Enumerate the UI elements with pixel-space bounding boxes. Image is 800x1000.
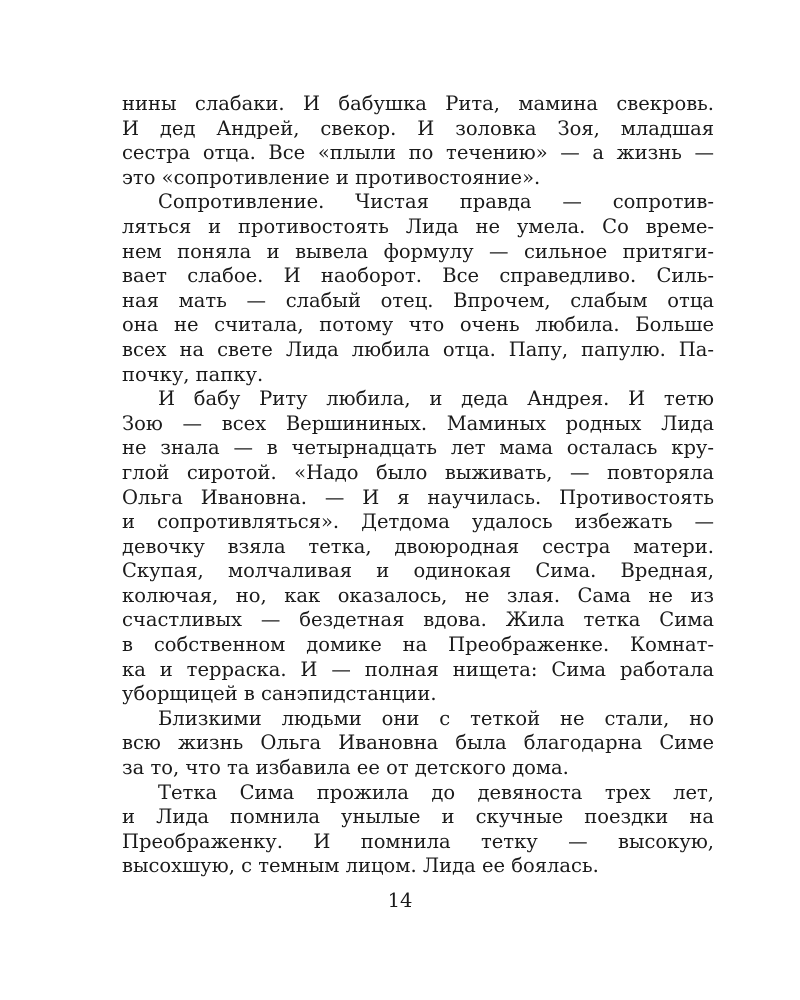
text-line: глой сиротой. «Надо было выживать, — повторяла [122,460,714,484]
text-line: нины слабаки. И бабушка Рита, мамина свекровь. [122,92,714,115]
text-line: девочку взяла тетка, двоюродная сестра матери. [122,534,714,558]
text-line: счастливых — бездетная вдова. Жила тетка Сима [122,608,714,632]
text-line: и сопротивляться». Детдома удалось избежать — [122,510,714,534]
text-line: уборщицей в санэпидстанции. [122,682,437,706]
text-line: и Лида помнила унылые и скучные поездки на [122,805,714,829]
text-line: всю жизнь Ольга Ивановна была благодарна Симе [122,731,714,755]
text-line: сестра отца. Все «плыли по течению» — а жизнь — [122,141,714,165]
text-line: ка и терраска. И — полная нищета: Сима работала [122,657,714,681]
page-text [122,92,714,879]
text-line: всех на свете Лида любила отца. Папу, папулю. Па- [122,337,714,361]
text-line: почку, папку. [122,362,264,386]
text-line: И бабу Риту любила, и деда Андрея. И тетю [158,387,714,411]
text-line: Зою — всех Вершининых. Маминых родных Лида [122,411,714,435]
text-line: не знала — в четырнадцать лет мама осталась кру- [122,436,714,460]
text-line: вает слабое. И наоборот. Все справедливо. Силь- [122,264,714,288]
text-line: ная мать — слабый отец. Впрочем, слабым отца [122,288,714,312]
text-line: в собственном домике на Преображенке. Комнат- [122,633,714,657]
text-line: нем поняла и вывела формулу — сильное притяги- [122,239,714,263]
page-number: 14 [387,889,413,912]
text-line: Преображенку. И помнила тетку — высокую, [122,829,714,853]
text-line: ляться и противостоять Лида не умела. Со време- [122,214,714,238]
text-line: колючая, но, как оказалось, не злая. Сама не из [122,583,714,607]
text-line: Скупая, молчаливая и одинокая Сима. Вредная, [122,559,714,583]
text-line: Тетка Сима прожила до девяноста трех лет, [158,780,714,804]
text-line: высохшую, с темным лицом. Лида ее боялась. [122,854,599,878]
text-line: это «сопротивление и противостояние». [122,165,541,189]
text-line: она не считала, потому что очень любила. Больше [122,313,714,337]
text-line: за то, что та избавила ее от детского дома. [122,756,569,780]
text-line: Близкими людьми они с теткой не стали, но [158,706,714,730]
text-line: Ольга Ивановна. — И я научилась. Противостоять [122,485,714,509]
text-line: И дед Андрей, свекор. И золовка Зоя, младшая [122,116,714,140]
text-line: Сопротивление. Чистая правда — сопротив- [158,190,714,214]
